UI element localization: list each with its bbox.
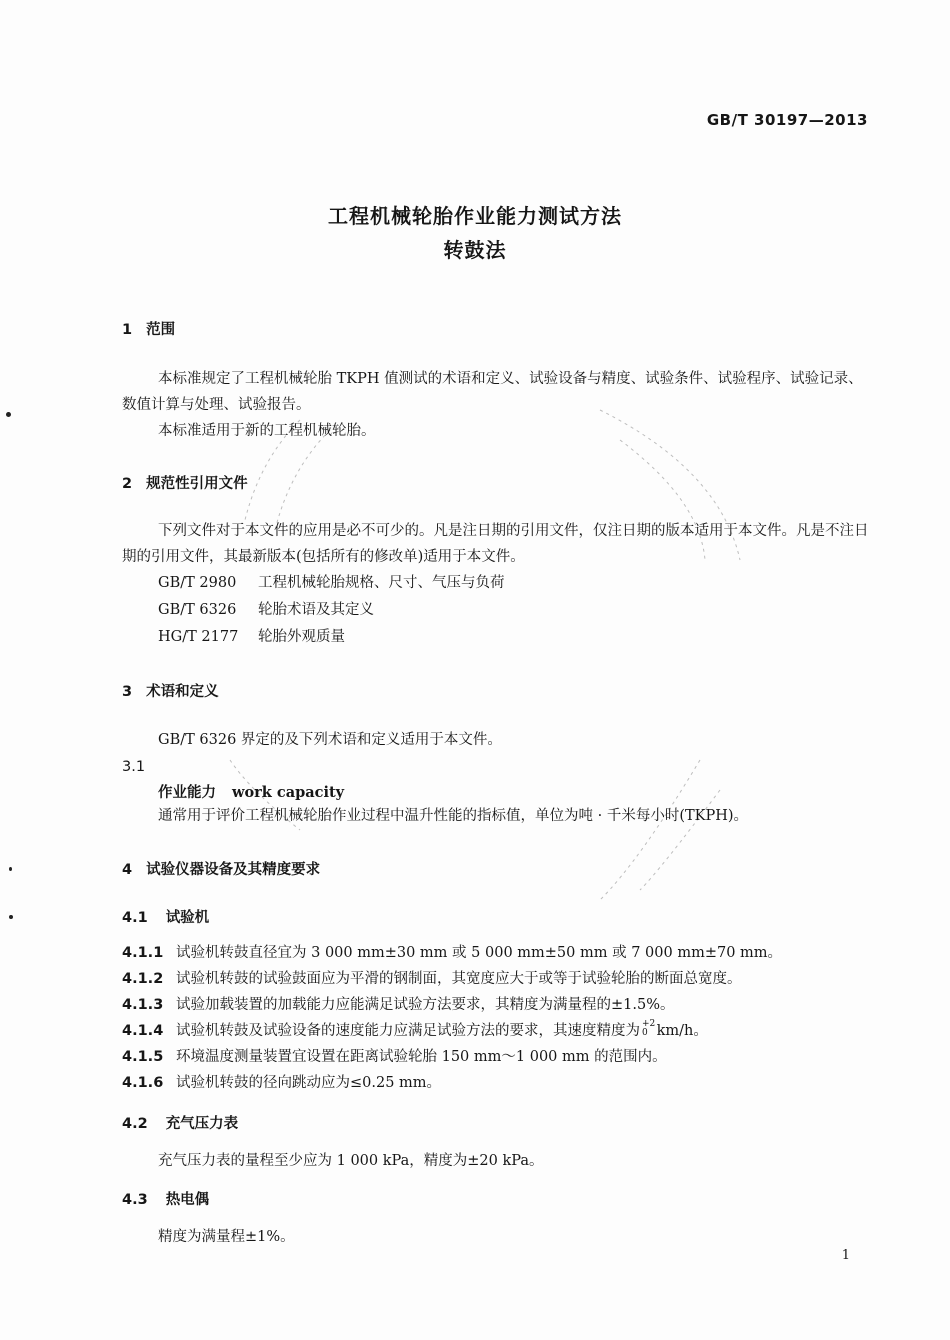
reference-title: 工程机械轮胎规格、尺寸、气压与负荷	[258, 575, 505, 591]
term-english: work capacity	[232, 784, 345, 801]
section-number: 4	[122, 862, 133, 878]
item-number: 4.1.2	[122, 971, 164, 987]
requirement-item	[122, 966, 742, 992]
requirement-item	[122, 1044, 667, 1070]
section-1-paragraph-2: 本标准适用于新的工程机械轮胎。	[158, 423, 376, 439]
section-4-heading	[122, 858, 320, 879]
tolerance-fraction	[640, 1019, 656, 1038]
item-text: 试验机转鼓直径宜为 3 000 mm±30 mm 或 5 000 mm±50 mm 或 7 000 mm±70 mm。	[176, 945, 783, 961]
section-number: 2	[122, 476, 133, 492]
scan-speck	[9, 867, 12, 871]
section-title: 范围	[146, 322, 176, 338]
item-text: 试验加载装置的加载能力应能满足试验方法要求，其精度为满量程的±1.5%。	[176, 997, 675, 1013]
page-number: 1	[841, 1248, 850, 1263]
section-1-heading	[122, 318, 175, 339]
term-definition: 通常用于评价工程机械轮胎作业过程中温升性能的指标值，单位为吨 · 千米每小时(TKPH)。	[158, 808, 749, 824]
section-title: 充气压力表	[165, 1116, 239, 1132]
section-4-2-text: 充气压力表的量程至少应为 1 000 kPa，精度为±20 kPa。	[158, 1153, 544, 1169]
item-number: 4.1.6	[122, 1075, 164, 1091]
tolerance-lower: 0	[642, 1028, 648, 1038]
section-4-2-heading	[122, 1112, 238, 1133]
item-text: 环境温度测量装置宜设置在距离试验轮胎 150 mm～1 000 mm 的范围内。	[176, 1049, 667, 1065]
section-4-1-heading	[122, 906, 209, 927]
reference-item	[158, 570, 505, 596]
item-text: 试验机转鼓的试验鼓面应为平滑的钢制面，其宽度应大于或等于试验轮胎的断面总宽度。	[176, 971, 742, 987]
subsection-3-1-number: 3.1	[122, 759, 146, 775]
section-number: 3	[122, 684, 133, 700]
standard-code: GB/T 30197—2013	[706, 111, 868, 129]
document-subtitle: 转鼓法	[443, 238, 507, 262]
section-title: 试验机	[165, 910, 210, 926]
term-entry	[158, 781, 344, 802]
requirement-item	[122, 1070, 441, 1096]
section-3-paragraph: GB/T 6326 界定的及下列术语和定义适用于本文件。	[158, 732, 502, 748]
tolerance-upper: +2	[642, 1019, 656, 1029]
section-3-heading	[122, 680, 219, 701]
section-title: 热电偶	[165, 1192, 210, 1208]
item-unit: km/h。	[656, 1023, 708, 1039]
item-number: 4.1.3	[122, 997, 164, 1013]
reference-code: HG/T 2177	[158, 629, 239, 645]
section-1-paragraph-1: 本标准规定了工程机械轮胎 TKPH 值测试的术语和定义、试验设备与精度、试验条件、试验程序、试验记录、数值计算与处理、试验报告。	[122, 371, 863, 413]
reference-item	[158, 624, 345, 650]
scan-speck	[6, 412, 11, 417]
requirement-item	[122, 992, 674, 1018]
section-number: 4.2	[122, 1116, 148, 1132]
section-number: 4.3	[122, 1192, 148, 1208]
item-number: 4.1.1	[122, 945, 164, 961]
reference-title: 轮胎术语及其定义	[258, 602, 374, 618]
section-title: 试验仪器设备及其精度要求	[146, 862, 321, 878]
section-number: 4.1	[122, 910, 148, 926]
reference-code: GB/T 6326	[158, 602, 237, 618]
section-2-heading	[122, 472, 248, 493]
section-title: 术语和定义	[146, 684, 219, 700]
reference-item	[158, 597, 374, 623]
document-title: 工程机械轮胎作业能力测试方法	[328, 204, 622, 228]
section-4-3-text: 精度为满量程±1%。	[158, 1229, 295, 1245]
section-number: 1	[122, 322, 133, 338]
reference-code: GB/T 2980	[158, 575, 237, 591]
item-number: 4.1.5	[122, 1049, 164, 1065]
section-title: 规范性引用文件	[146, 476, 248, 492]
item-text: 试验机转鼓及试验设备的速度能力应满足试验方法的要求，其速度精度为	[176, 1023, 640, 1039]
term-chinese: 作业能力	[158, 785, 216, 801]
item-number: 4.1.4	[122, 1023, 164, 1039]
requirement-item	[122, 1018, 708, 1044]
section-2-paragraph: 下列文件对于本文件的应用是必不可少的。凡是注日期的引用文件，仅注日期的版本适用于本文件。凡是不注日期的引用文件，其最新版本(包括所有的修改单)适用于本文件。	[122, 523, 869, 565]
item-text: 试验机转鼓的径向跳动应为≤0.25 mm。	[176, 1075, 442, 1091]
reference-title: 轮胎外观质量	[258, 629, 345, 645]
scan-speck	[9, 915, 13, 919]
section-4-3-heading	[122, 1188, 209, 1209]
requirement-item	[122, 940, 782, 966]
